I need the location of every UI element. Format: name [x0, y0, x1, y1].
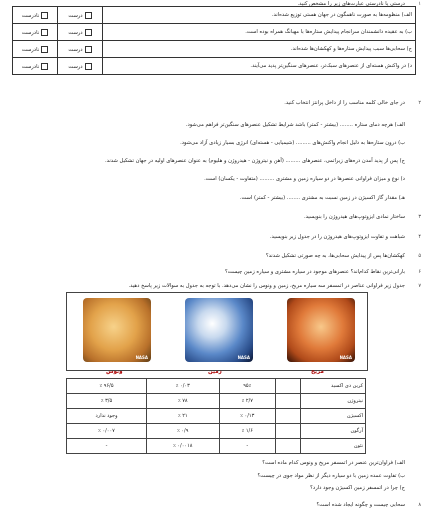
element-label: آرگون [301, 424, 366, 439]
table-row [67, 424, 366, 439]
false-option[interactable] [13, 24, 58, 41]
mars-image [287, 298, 355, 362]
false-label: نادرست [21, 46, 40, 53]
mars-value: - [219, 439, 276, 454]
tf-row [13, 41, 416, 58]
venus-value: ۳/۵ ٪ [67, 394, 147, 409]
checkbox[interactable] [85, 46, 92, 53]
question-number: ۱ [418, 1, 421, 7]
venus-value: وجود ندارد [67, 409, 147, 424]
checkbox[interactable] [41, 63, 48, 70]
venus-image [83, 298, 151, 362]
blank-item: ب) درون ستاره‌ها به دلیل انجام واکنش‌های ......... (شیمیایی - هسته‌ای) انرژی بسیار زیادی آزاد می‌شود. [180, 140, 405, 146]
element-label: کربن دی اکسید [301, 379, 366, 394]
tf-statement: الف) منظومه‌ها به صورت ناهمگون در جهان هستی توزیع شده‌اند. [103, 7, 416, 24]
gap-cell [276, 394, 301, 409]
nasa-tag: NASA [237, 355, 250, 360]
true-label: درست [68, 63, 83, 70]
question-6-text: بارانی‌ترین نقاط کدام‌اند؟ عنصرهای موجود در سیاره مشتری و سیاره زمین چیست؟ [225, 269, 405, 275]
venus-value: ۹۶/۵ ٪ [67, 379, 147, 394]
earth-value: ۰/۰۰۱۸ ٪ [147, 439, 219, 454]
question-number: ۴ [418, 234, 421, 240]
question-2-text: در جای خالی کلمه مناسب را از داخل پرانتز انتخاب کنید. [284, 100, 405, 106]
true-false-table [12, 6, 416, 75]
question-number: ۸ [418, 502, 421, 508]
checkbox[interactable] [41, 29, 48, 36]
question-number: ۳ [418, 214, 421, 220]
true-label: درست [68, 29, 83, 36]
table-row [67, 394, 366, 409]
question-number: ۲ [418, 100, 421, 106]
false-option[interactable] [13, 7, 58, 24]
mars-value: ۱/۶ ٪ [219, 424, 276, 439]
true-option[interactable] [58, 58, 103, 75]
true-option[interactable] [58, 24, 103, 41]
blank-item: ج) پس از پدید آمدن ذره‌های زیراتمی، عنصرهای ......... (آهن و نیتروژن - هیدروژن و هلیوم) به عنوان عنصرهای اولیه در جهان تشکیل شدند. [104, 158, 405, 164]
false-label: نادرست [21, 63, 40, 70]
element-label: اکسیژن [301, 409, 366, 424]
tf-statement: د) در واکنش هسته‌ای از عنصرهای سبک‌تر، عنصرهای سنگین‌تر پدید می‌آیند. [103, 58, 416, 75]
nasa-tag: NASA [339, 355, 352, 360]
planet-headings [66, 369, 366, 377]
question-number: ۶ [418, 269, 421, 275]
question-7-text: جدول زیر فراوانی عناصر در اتمسفر سه سیاره مریخ، زمین و ونوس را نشان می‌دهد. با توجه به جدول به سوالات زیر پاسخ دهید. [128, 283, 405, 289]
blank-item: الف) هرچه دمای ستاره ........ (بیشتر - کمتر) باشد شرایط تشکیل عنصرهای سنگین‌تر فراهم می‌شود. [185, 122, 405, 128]
gap-cell [276, 409, 301, 424]
table-row [67, 379, 366, 394]
question-4-text: شباهت و تفاوت ایزوتوپ‌های هیدروژن را در جدول زیر بنویسید. [269, 234, 405, 240]
earth-value: ۰/۰۳ ٪ [147, 379, 219, 394]
planet-photos [66, 292, 368, 371]
tf-row [13, 58, 416, 75]
table-row [67, 409, 366, 424]
tf-row [13, 7, 416, 24]
blank-item: هـ) مقدار گاز اکسیژن در زمین نسبت به مشتری ........ (بیشتر - کمتر) است. [239, 195, 405, 201]
gap-cell [276, 379, 301, 394]
checkbox[interactable] [41, 46, 48, 53]
earth-heading: زمین [208, 369, 222, 375]
false-label: نادرست [21, 29, 40, 36]
earth-image [185, 298, 253, 362]
gap-cell [276, 439, 301, 454]
venus-heading: ونوس [106, 369, 123, 375]
nasa-tag: NASA [135, 355, 148, 360]
tf-statement: ج) سحابی‌ها سبب پیدایش ستاره‌ها و کهکشان‌ها شده‌اند. [103, 41, 416, 58]
false-label: نادرست [21, 12, 40, 19]
question-number: ۵ [418, 253, 421, 259]
mars-value: ۰/۱۳ ٪ [219, 409, 276, 424]
earth-value: ۰/۹ ٪ [147, 424, 219, 439]
true-label: درست [68, 12, 83, 19]
mars-value: ۹۵٪ [219, 379, 276, 394]
true-label: درست [68, 46, 83, 53]
mars-value: ۲/۷ ٪ [219, 394, 276, 409]
checkbox[interactable] [85, 12, 92, 19]
false-option[interactable] [13, 58, 58, 75]
checkbox[interactable] [41, 12, 48, 19]
venus-value: ۰/۰۰۷ ٪ [67, 424, 147, 439]
sub-question: الف) فراوان‌ترین عنصر در اتمسفر مریخ و ونوس کدام ماده است؟ [262, 460, 405, 466]
question-number: ۷ [418, 283, 421, 289]
blank-item: د) نوع و میزان فراوانی عنصرها در دو سیاره زمین و مشتری ......... (متفاوت - یکسان) است. [204, 176, 405, 182]
gap-cell [276, 424, 301, 439]
tf-statement: ب) به عقیده دانشمندان سرانجام پیدایش ستاره‌ها با مهبانگ همراه بوده است. [103, 24, 416, 41]
atmosphere-table [66, 378, 366, 454]
sub-question: ج) چرا در اتمسفر زمین اکسیژن وجود دارد؟ [310, 485, 405, 491]
table-row [67, 439, 366, 454]
sub-question: ب) تفاوت عمده زمین با دو سیاره دیگر از نظر مواد جوی در چیست؟ [257, 473, 405, 479]
tf-row [13, 24, 416, 41]
question-3-text: ساختار نمادی ایزوتوپ‌های هیدروژن را بنویسید. [303, 214, 405, 220]
true-option[interactable] [58, 7, 103, 24]
checkbox[interactable] [85, 63, 92, 70]
false-option[interactable] [13, 41, 58, 58]
element-label: نیتروژن [301, 394, 366, 409]
mars-heading: مریخ [311, 369, 324, 375]
question-8-text: سحابی چیست و چگونه ایجاد شده است؟ [316, 502, 405, 508]
question-5-text: کهکشان‌ها پس از پیدایش سحابی‌ها، به چه صورتی تشکیل شدند؟ [265, 253, 405, 259]
checkbox[interactable] [85, 29, 92, 36]
earth-value: ۷۸ ٪ [147, 394, 219, 409]
element-label: نئون [301, 439, 366, 454]
earth-value: ۲۱ ٪ [147, 409, 219, 424]
true-option[interactable] [58, 41, 103, 58]
question-1-text: درستی یا نادرستی عبارت‌های زیر را مشخص کنید. [297, 1, 405, 7]
venus-value: - [67, 439, 147, 454]
